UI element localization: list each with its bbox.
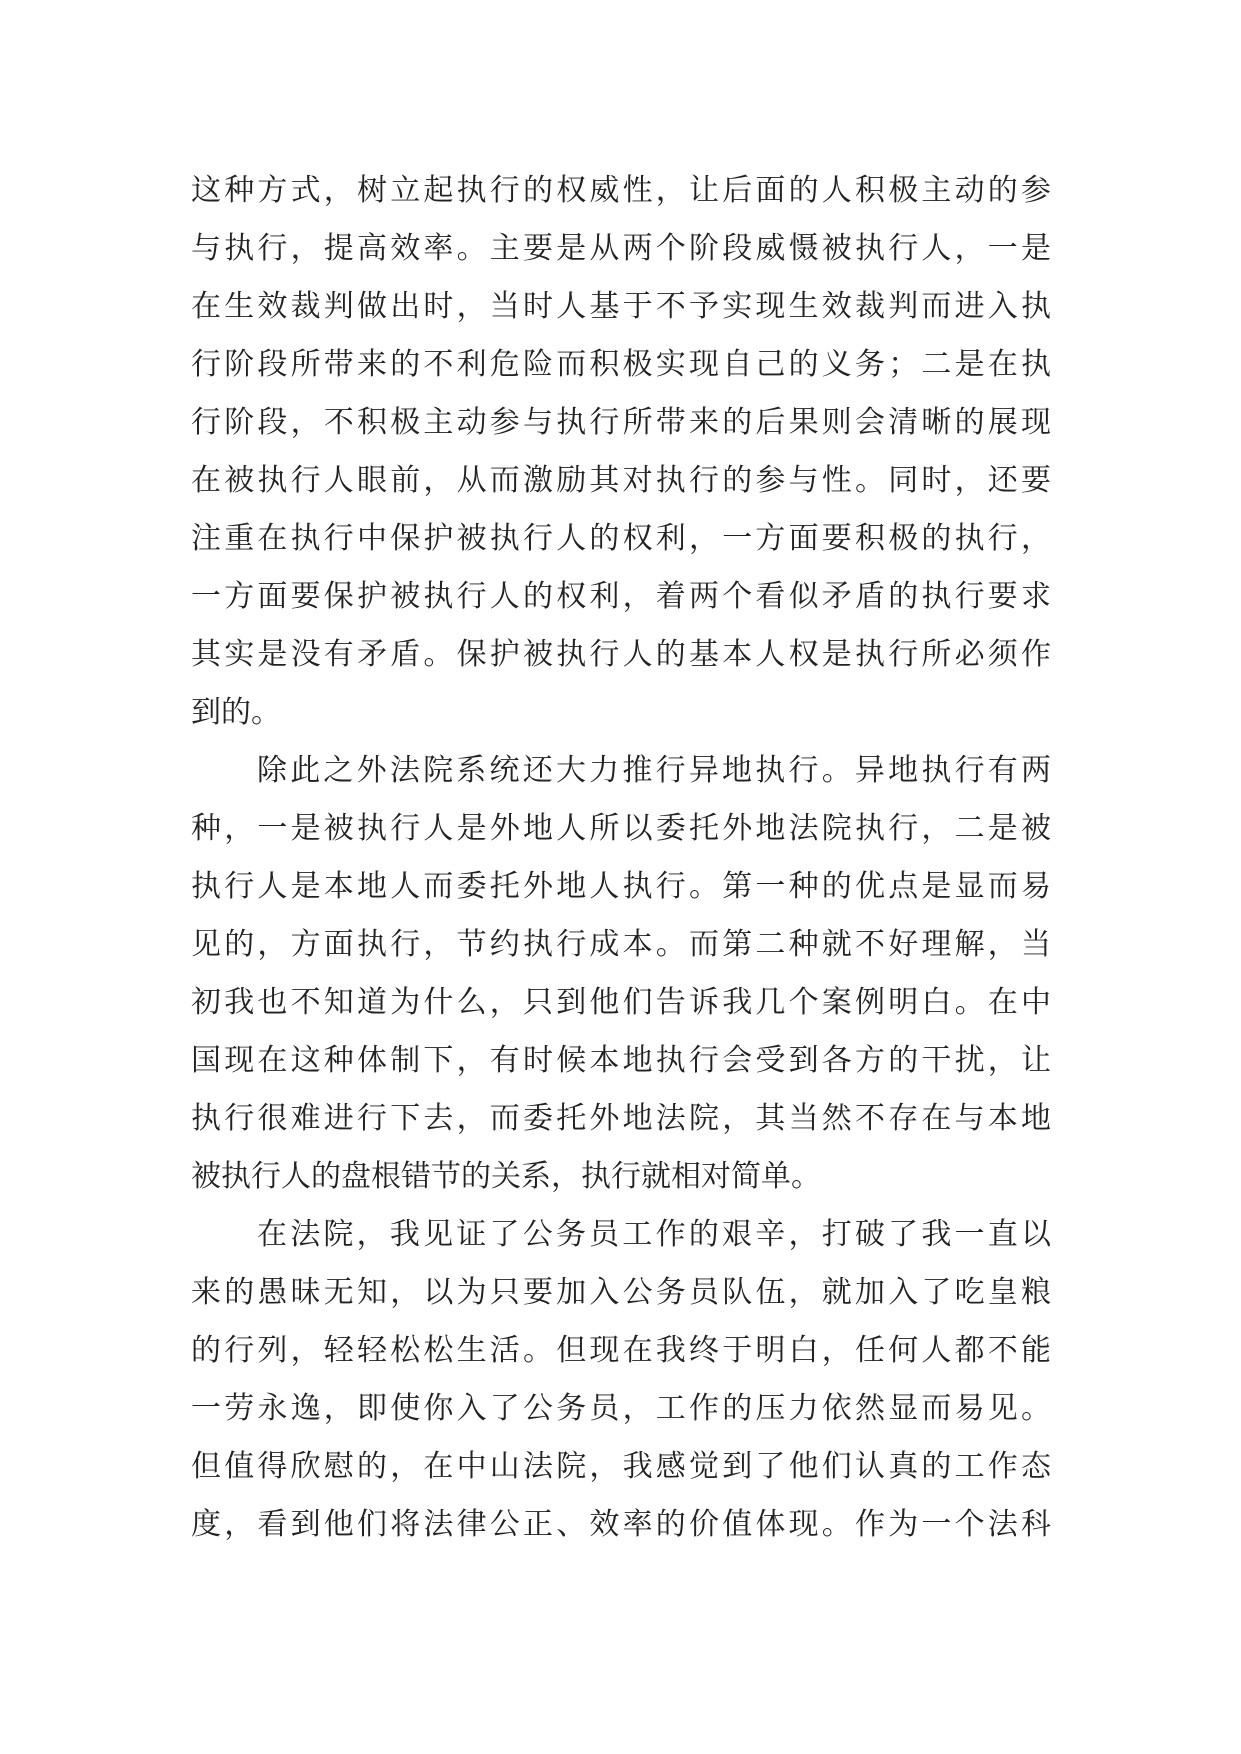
text-line: 与执行，提高效率。主要是从两个阶段威慑被执行人，一是 bbox=[191, 231, 1051, 266]
text-line: 行阶段，不积极主动参与执行所带来的后果则会清晰的展现 bbox=[191, 405, 1051, 440]
text-line: 被执行人的盘根错节的关系，执行就相对简单。 bbox=[191, 1159, 821, 1194]
text-line: 种，一是被执行人是外地人所以委托外地法院执行，二是被 bbox=[191, 811, 1051, 846]
text-line: 行阶段所带来的不利危险而积极实现自己的义务；二是在执 bbox=[191, 347, 1051, 382]
text-line: 执行很难进行下去，而委托外地法院，其当然不存在与本地 bbox=[191, 1101, 1051, 1136]
text-line: 但值得欣慰的，在中山法院，我感觉到了他们认真的工作态 bbox=[191, 1449, 1051, 1484]
text-line: 的行列，轻轻松松生活。但现在我终于明白，任何人都不能 bbox=[191, 1333, 1051, 1368]
text-line: 在法院，我见证了公务员工作的艰辛，打破了我一直以 bbox=[257, 1217, 1051, 1252]
text-line: 见的，方面执行，节约执行成本。而第二种就不好理解，当 bbox=[191, 927, 1051, 962]
text-line: 在生效裁判做出时，当时人基于不予实现生效裁判而进入执 bbox=[191, 289, 1051, 324]
text-line: 一方面要保护被执行人的权利，着两个看似矛盾的执行要求 bbox=[191, 579, 1051, 614]
text-line: 注重在执行中保护被执行人的权利，一方面要积极的执行， bbox=[191, 521, 1051, 556]
text-line: 初我也不知道为什么，只到他们告诉我几个案例明白。在中 bbox=[191, 985, 1051, 1020]
text-line: 度，看到他们将法律公正、效率的价值体现。作为一个法科 bbox=[191, 1507, 1051, 1542]
text-line: 来的愚昧无知，以为只要加入公务员队伍，就加入了吃皇粮 bbox=[191, 1275, 1051, 1310]
text-line: 这种方式，树立起执行的权威性，让后面的人积极主动的参 bbox=[191, 173, 1051, 208]
text-line: 在被执行人眼前，从而激励其对执行的参与性。同时，还要 bbox=[191, 463, 1051, 498]
text-line: 到的。 bbox=[191, 695, 281, 730]
text-line: 一劳永逸，即使你入了公务员，工作的压力依然显而易见。 bbox=[191, 1391, 1051, 1426]
text-line: 国现在这种体制下，有时候本地执行会受到各方的干扰，让 bbox=[191, 1043, 1051, 1078]
body-text bbox=[191, 162, 1051, 1554]
text-line: 其实是没有矛盾。保护被执行人的基本人权是执行所必须作 bbox=[191, 637, 1051, 672]
text-line: 执行人是本地人而委托外地人执行。第一种的优点是显而易 bbox=[191, 869, 1051, 904]
text-line: 除此之外法院系统还大力推行异地执行。异地执行有两 bbox=[257, 753, 1051, 788]
